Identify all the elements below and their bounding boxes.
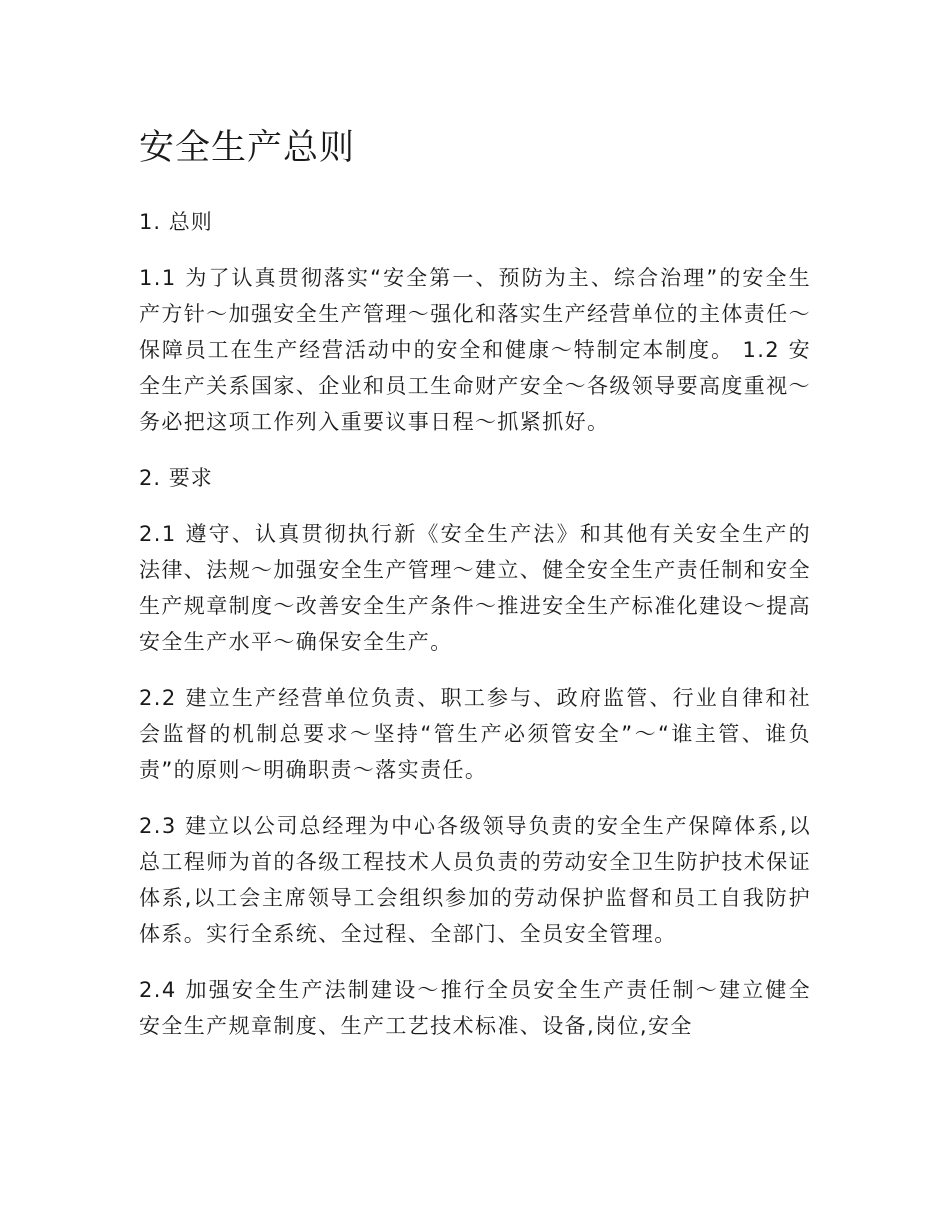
paragraph-2-1: 2.1 遵守、认真贯彻执行新《安全生产法》和其他有关安全生产的法律、法规～加强安全生产管理～建立、健全安全生产责任制和安全生产规章制度～改善安全生产条件～推进安全生产标准化建设～提高安全生产水平～确保安全生产。 <box>139 522 811 654</box>
document-page <box>139 120 811 1064</box>
section-heading-requirements: 2. 要求 <box>139 466 213 490</box>
paragraph-2-3: 2.3 建立以公司总经理为中心各级领导负责的安全生产保障体系,以总工程师为首的各级工程技术人员负责的劳动安全卫生防护技术保证体系,以工会主席领导工会组织参加的劳动保护监督和员工自我防护体系。实行全系统、全过程、全部门、全员安全管理。 <box>139 814 811 946</box>
document-title: 安全生产总则 <box>139 128 356 168</box>
paragraph-2-4: 2.4 加强安全生产法制建设～推行全员安全生产责任制～建立健全安全生产规章制度、生产工艺技术标准、设备,岗位,安全 <box>139 978 811 1038</box>
section-heading-general: 1. 总则 <box>139 210 213 234</box>
paragraph-1-1: 1.1 为了认真贯彻落实“安全第一、预防为主、综合治理”的安全生产方针～加强安全生产管理～强化和落实生产经营单位的主体责任～保障员工在生产经营活动中的安全和健康～特制定本制度。 1.2 安全生产关系国家、企业和员工生命财产安全～各级领导要高度重视～务必把这项工作列入重要议事日程～抓紧抓好。 <box>139 266 811 434</box>
paragraph-2-2: 2.2 建立生产经营单位负责、职工参与、政府监管、行业自律和社会监督的机制总要求～坚持“管生产必须管安全”～“谁主管、谁负责”的原则～明确职责～落实责任。 <box>139 686 811 782</box>
